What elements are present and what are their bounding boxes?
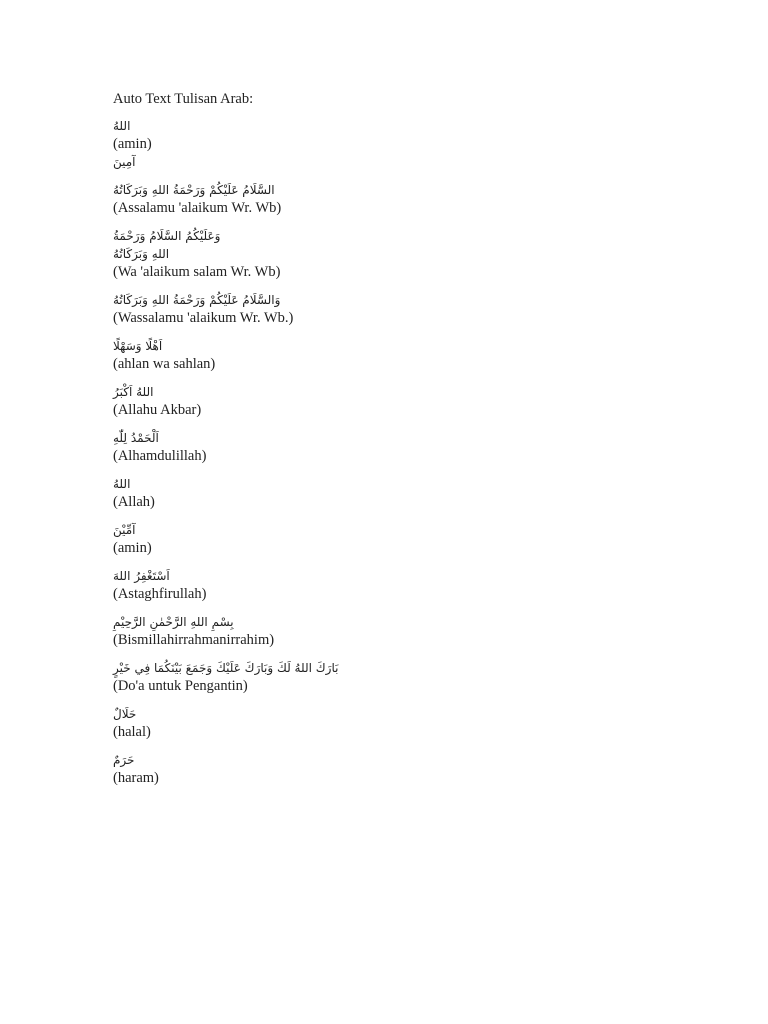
document-body [113, 89, 673, 797]
latin-text: (Assalamu 'alaikum Wr. Wb) [113, 200, 282, 216]
entry-astaghfirullah [113, 567, 673, 603]
arabic-text: اللهُ [113, 477, 131, 491]
arabic-text: حَرَمٌ [113, 753, 135, 767]
arabic-text: بَارَكَ اللهُ لَكَ وَبَارَكَ عَلَيْكَ وَجَمَعَ بَيْنَكُمَا فِي خَيْرٍ [113, 661, 339, 675]
latin-text: (Wa 'alaikum salam Wr. Wb) [113, 264, 281, 280]
entry-wa-alaikum-salam [113, 227, 673, 281]
arabic-text: اللهُ [113, 119, 131, 133]
arabic-text: اللهُ اَكْبَرُ [113, 385, 154, 399]
arabic-text: حَلَالٌ [113, 707, 137, 721]
entry-allahu-akbar [113, 383, 673, 419]
latin-text: (Wassalamu 'alaikum Wr. Wb.) [113, 310, 294, 326]
arabic-text: آمِّيْنَ [113, 523, 136, 537]
arabic-text: وَالسَّلَامُ عَلَيْكُمْ وَرَحْمَةُ اللهِ وَبَرَكَاتُهُ [113, 293, 281, 307]
entry-bismillah [113, 613, 673, 649]
latin-text: (amin) [113, 540, 152, 556]
arabic-text: السَّلَامُ عَلَيْكُمْ وَرَحْمَةُ اللهِ وَبَرَكَاتُهُ [113, 183, 275, 197]
latin-text: (Astaghfirullah) [113, 586, 207, 602]
entry-halal [113, 705, 673, 741]
latin-text: (amin) [113, 136, 152, 152]
entry-haram [113, 751, 673, 787]
entry-alhamdulillah [113, 429, 673, 465]
latin-text: (Alhamdulillah) [113, 448, 207, 464]
arabic-text: وَعَلَيْكُمُ السَّلَامُ وَرَحْمَةُ اللهِ وَبَرَكَاتُهُ [113, 229, 221, 261]
entry-doa-pengantin [113, 659, 673, 695]
latin-text: (Bismillahirrahmanirrahim) [113, 632, 275, 648]
arabic-text: آمِينَ [113, 155, 136, 169]
latin-text: (Do'a untuk Pengantin) [113, 678, 248, 694]
latin-text: (halal) [113, 724, 151, 740]
arabic-text: اَسْتَغْفِرُ اللهَ [113, 569, 170, 583]
arabic-text: بِسْمِ اللهِ الرَّحْمٰنِ الرَّحِيْمِ [113, 615, 234, 629]
document-title: Auto Text Tulisan Arab: [113, 91, 254, 107]
arabic-text: اَهْلًا وَسَهْلًا [113, 339, 163, 353]
entry-ahlan-wa-sahlan [113, 337, 673, 373]
latin-text: (Allahu Akbar) [113, 402, 202, 418]
entry-assalamu-alaikum [113, 181, 673, 217]
entry-amin [113, 521, 673, 557]
latin-text: (Allah) [113, 494, 155, 510]
entry-wassalamu-alaikum [113, 291, 673, 327]
entry-amin-header [113, 117, 673, 171]
entry-allah [113, 475, 673, 511]
latin-text: (haram) [113, 770, 159, 786]
latin-text: (ahlan wa sahlan) [113, 356, 216, 372]
arabic-text: اَلْحَمْدُ لِلّٰهِ [113, 431, 159, 445]
